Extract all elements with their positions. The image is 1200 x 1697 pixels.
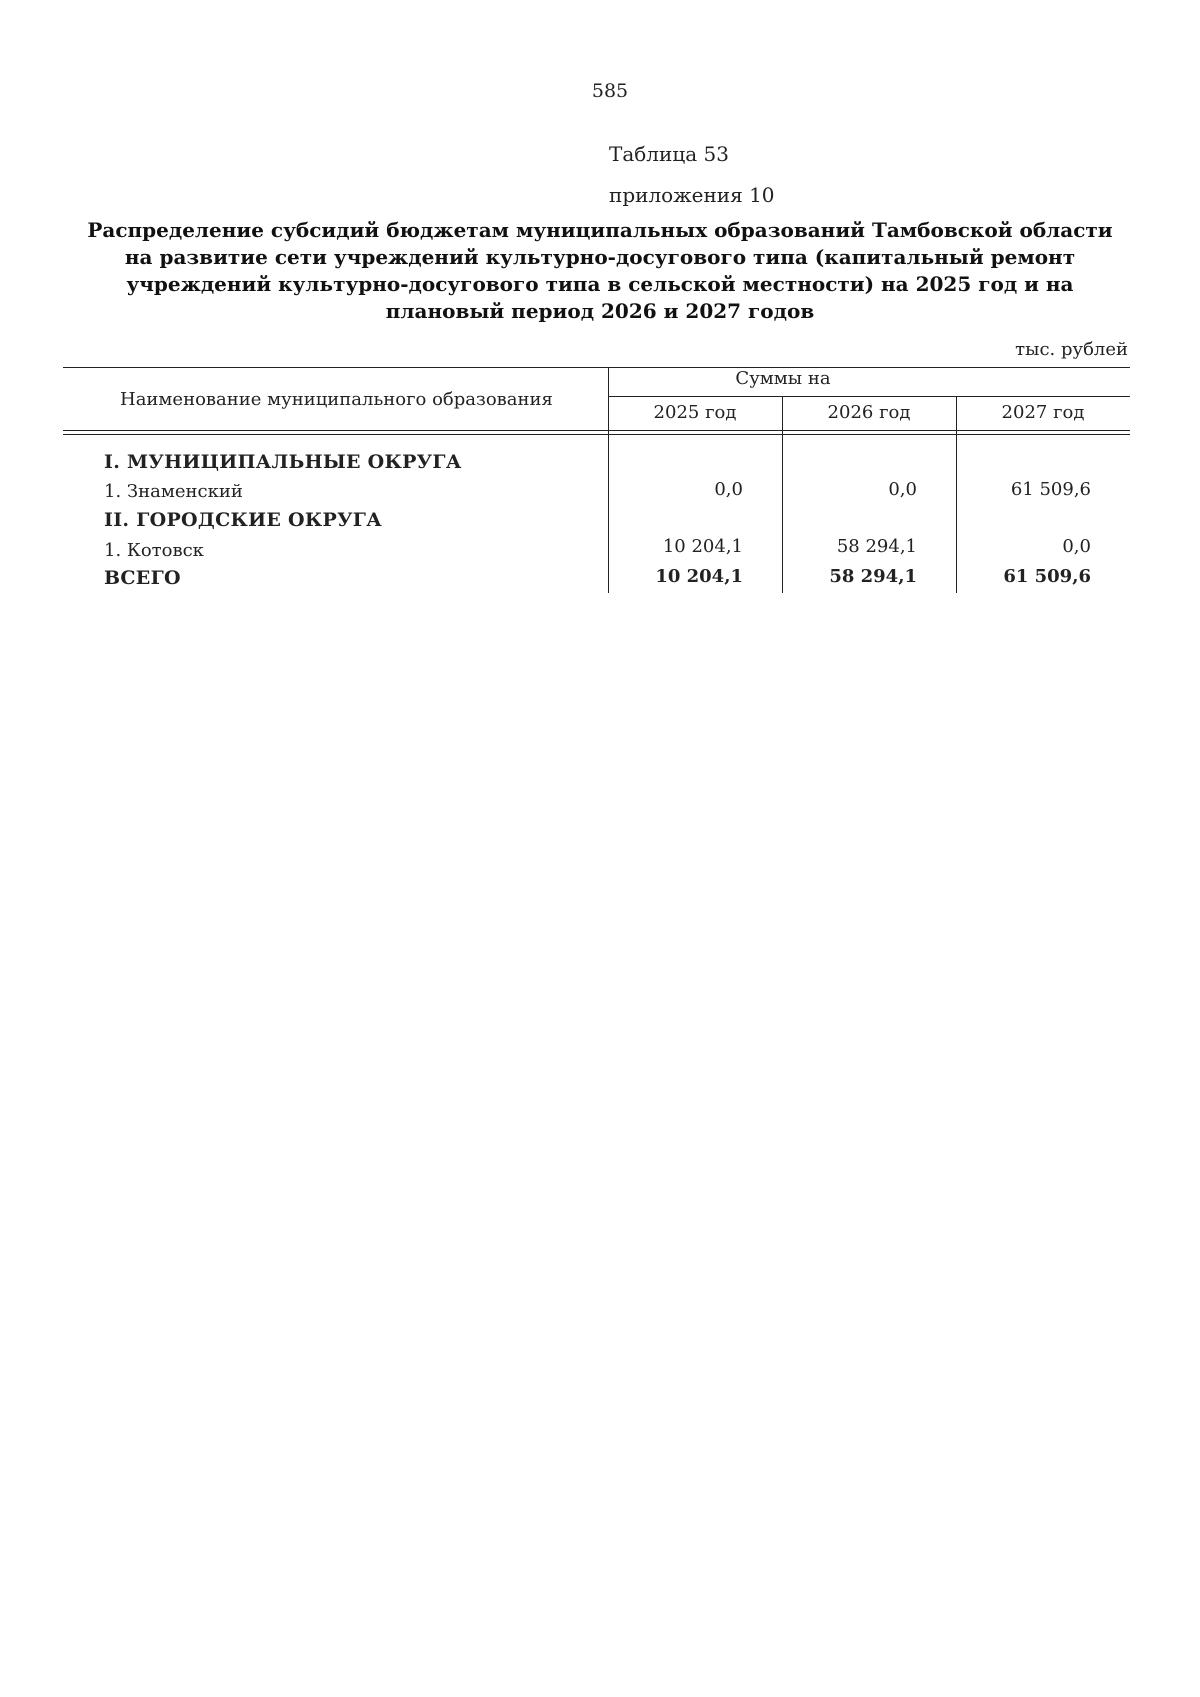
appendix-label: приложения 10 <box>609 183 775 207</box>
total-value-2027: 61 509,6 <box>1003 566 1091 587</box>
row-value-2026: 58 294,1 <box>836 536 917 557</box>
header-year-2025: 2025 год <box>653 402 737 423</box>
header-bottom-rule <box>63 430 1130 431</box>
section-title: I. МУНИЦИПАЛЬНЫЕ ОКРУГА <box>104 451 462 473</box>
total-label: ВСЕГО <box>104 567 181 589</box>
row-value-2027: 0,0 <box>1062 536 1091 557</box>
row-value-2025: 10 204,1 <box>662 536 743 557</box>
header-year-2027: 2027 год <box>1001 402 1085 423</box>
page-number: 585 <box>591 80 629 102</box>
table-top-rule <box>63 367 1130 368</box>
title-line: Распределение субсидий бюджетам муниципальных образований Тамбовской области <box>87 218 1113 242</box>
total-value-2025: 10 204,1 <box>655 566 743 587</box>
row-value-2026: 0,0 <box>888 479 917 500</box>
units-label: тыс. рублей <box>1015 339 1128 360</box>
section-title: II. ГОРОДСКИЕ ОКРУГА <box>104 509 382 531</box>
row-value-2027: 61 509,6 <box>1010 479 1091 500</box>
header-bottom-rule-2 <box>63 434 1130 435</box>
row-name: 1. Знаменский <box>104 481 243 502</box>
document-title <box>60 217 1140 325</box>
table-label: Таблица 53 <box>609 142 729 166</box>
row-value-2025: 0,0 <box>714 479 743 500</box>
header-year-2026: 2026 год <box>827 402 911 423</box>
row-name: 1. Котовск <box>104 540 204 561</box>
title-line: учреждений культурно-досугового типа в сельской местности) на 2025 год и на <box>126 272 1074 296</box>
title-line: на развитие сети учреждений культурно-досугового типа (капитальный ремонт <box>124 245 1076 269</box>
header-sums: Суммы на <box>735 368 831 389</box>
title-line: плановый период 2026 и 2027 годов <box>385 299 815 323</box>
total-value-2026: 58 294,1 <box>829 566 917 587</box>
header-name-column: Наименование муниципального образования <box>120 389 553 410</box>
header-split-rule <box>608 396 1130 397</box>
